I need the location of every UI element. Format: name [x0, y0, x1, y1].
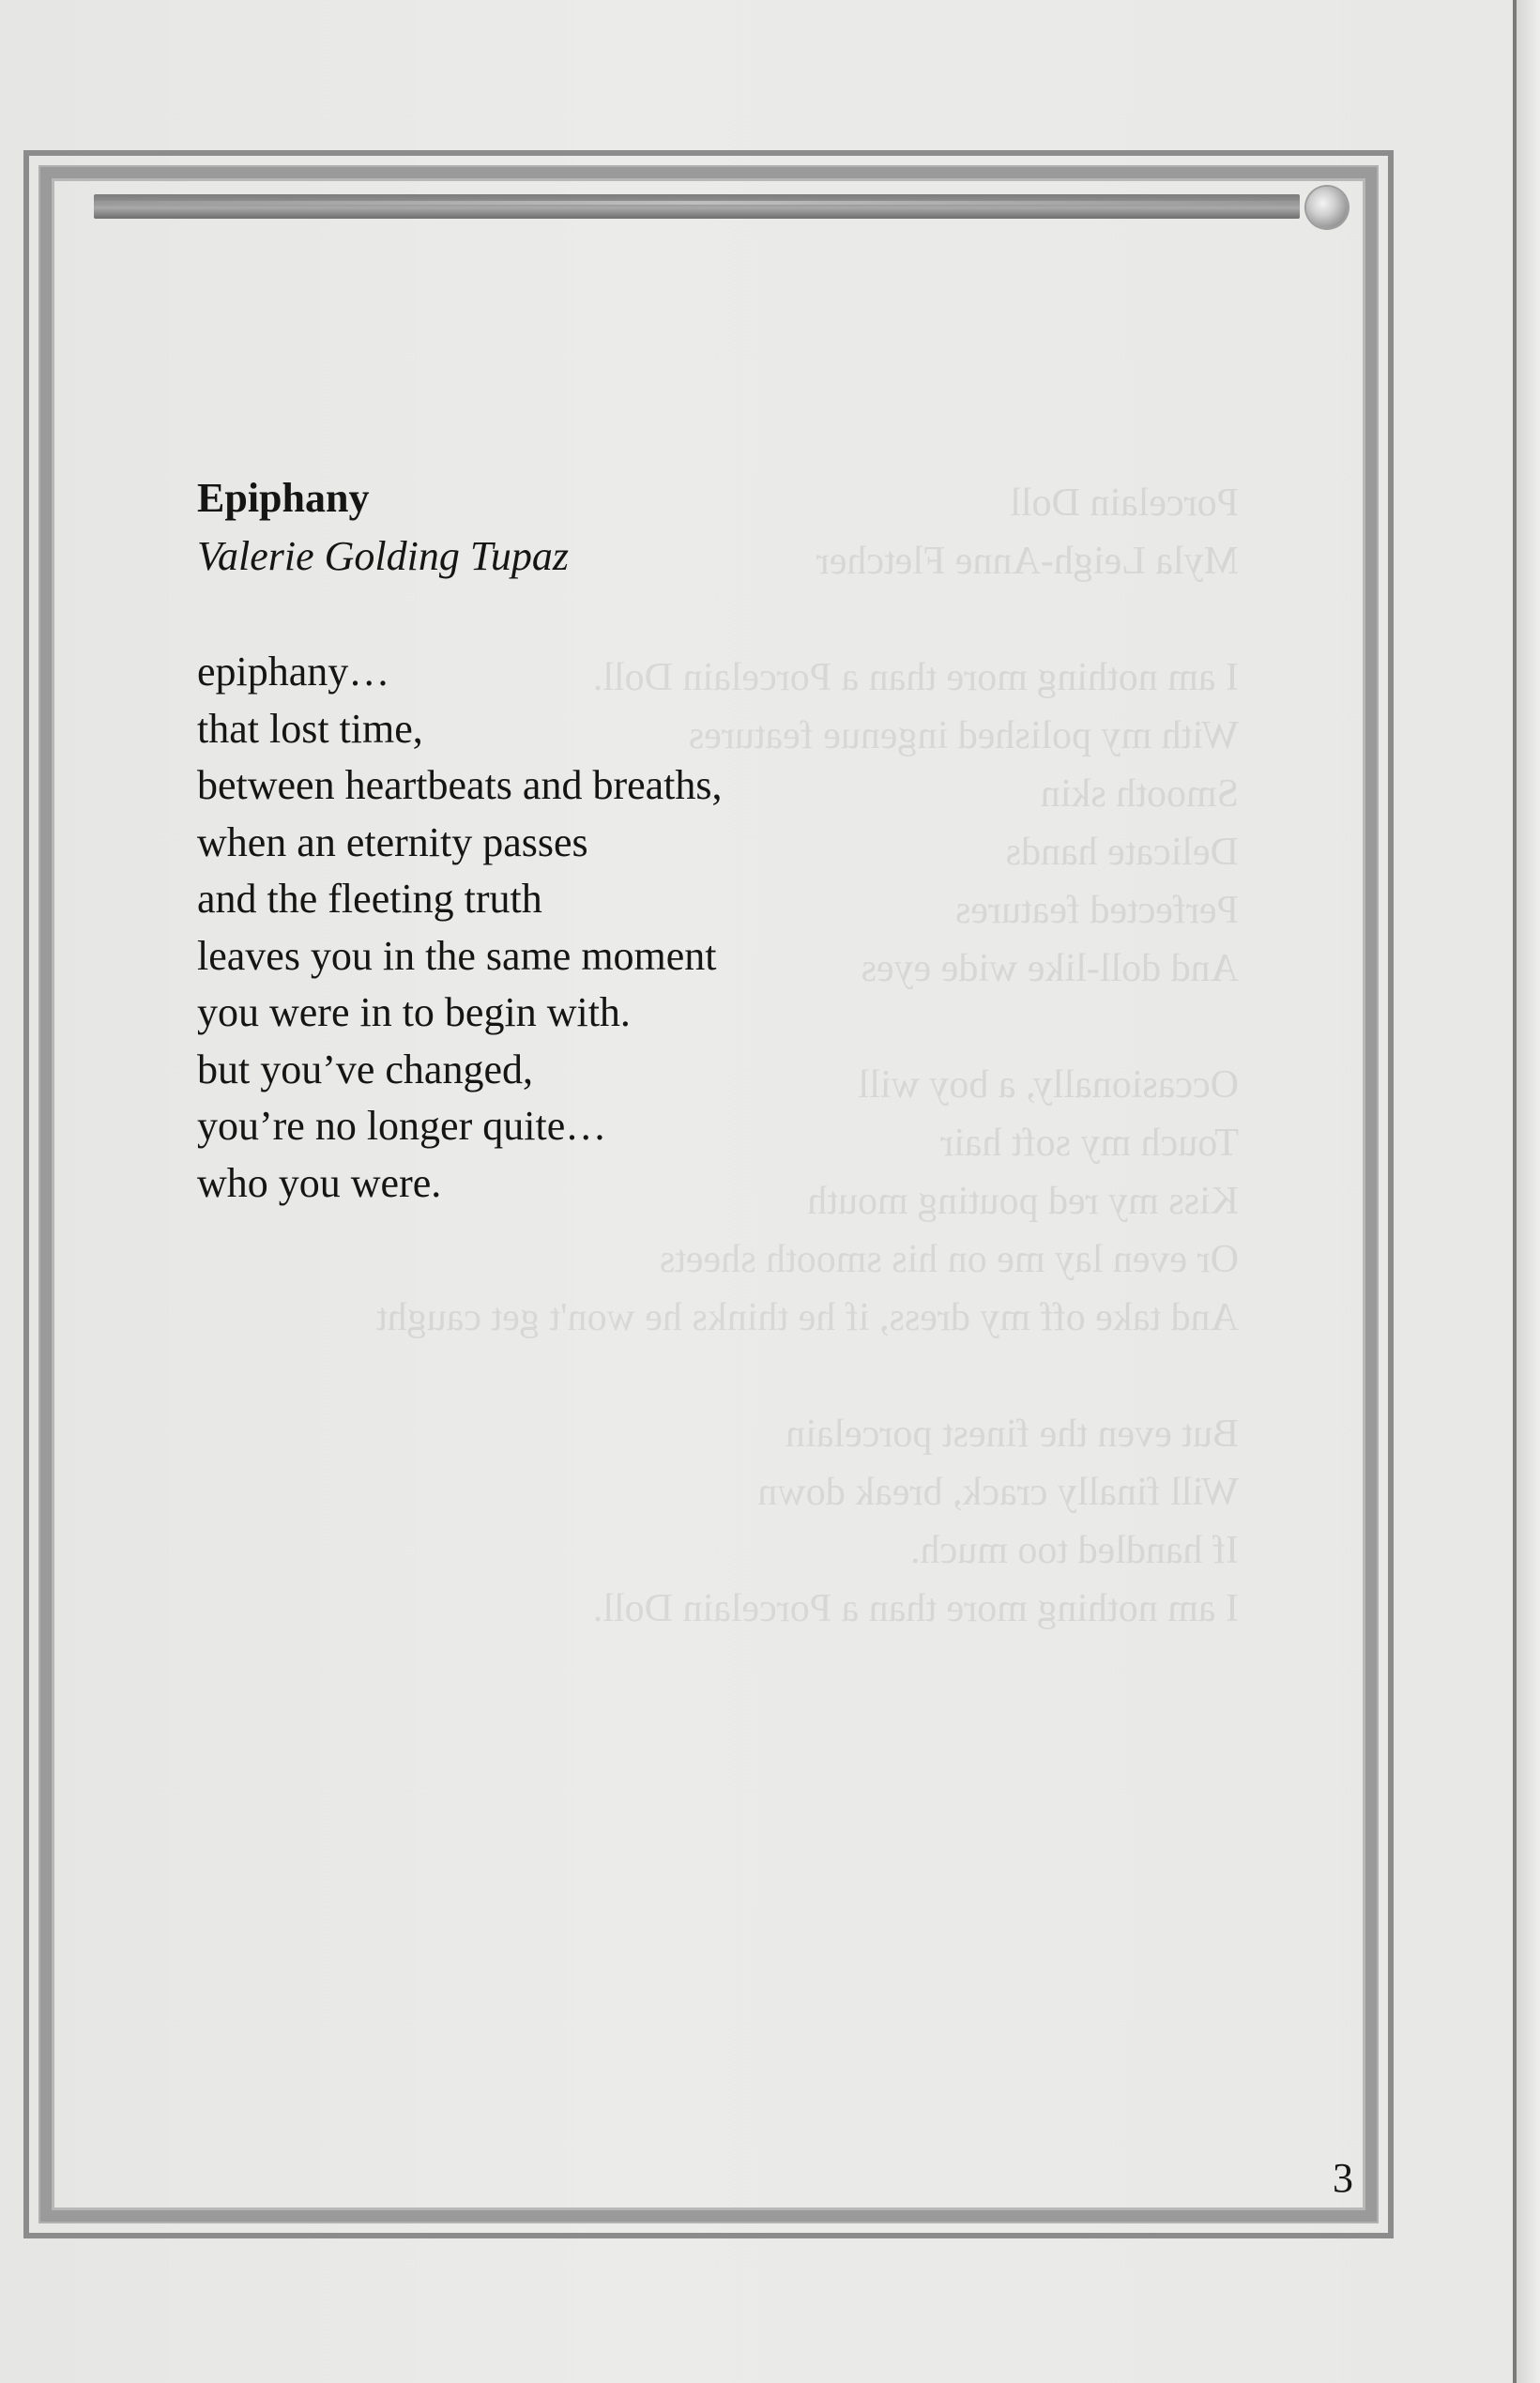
poem-line: and the fleeting truth	[197, 876, 542, 922]
poem-author: Valerie Golding Tupaz	[197, 533, 570, 579]
header-ornament-icon	[1306, 187, 1348, 228]
poem-line: leaves you in the same moment	[197, 932, 717, 979]
poem-line: who you were.	[197, 1159, 442, 1206]
poem-line: epiphany…	[197, 649, 390, 695]
poem-line: you’re no longer quite…	[197, 1103, 607, 1149]
poem-line: between heartbeats and breaths,	[197, 762, 723, 808]
poem	[197, 469, 723, 1212]
header-rule	[94, 194, 1300, 219]
poem-line: you were in to begin with.	[197, 989, 631, 1035]
poem-line: that lost time,	[197, 705, 423, 752]
poem-body	[197, 644, 723, 1212]
header-rule-highlight	[94, 201, 1300, 205]
page-number: 3	[1333, 2155, 1353, 2201]
poem-line: but you’ve changed,	[197, 1046, 533, 1092]
poem-line: when an eternity passes	[197, 818, 588, 865]
poem-title: Epiphany	[197, 475, 370, 521]
page-edge-shadow	[1517, 0, 1540, 2383]
